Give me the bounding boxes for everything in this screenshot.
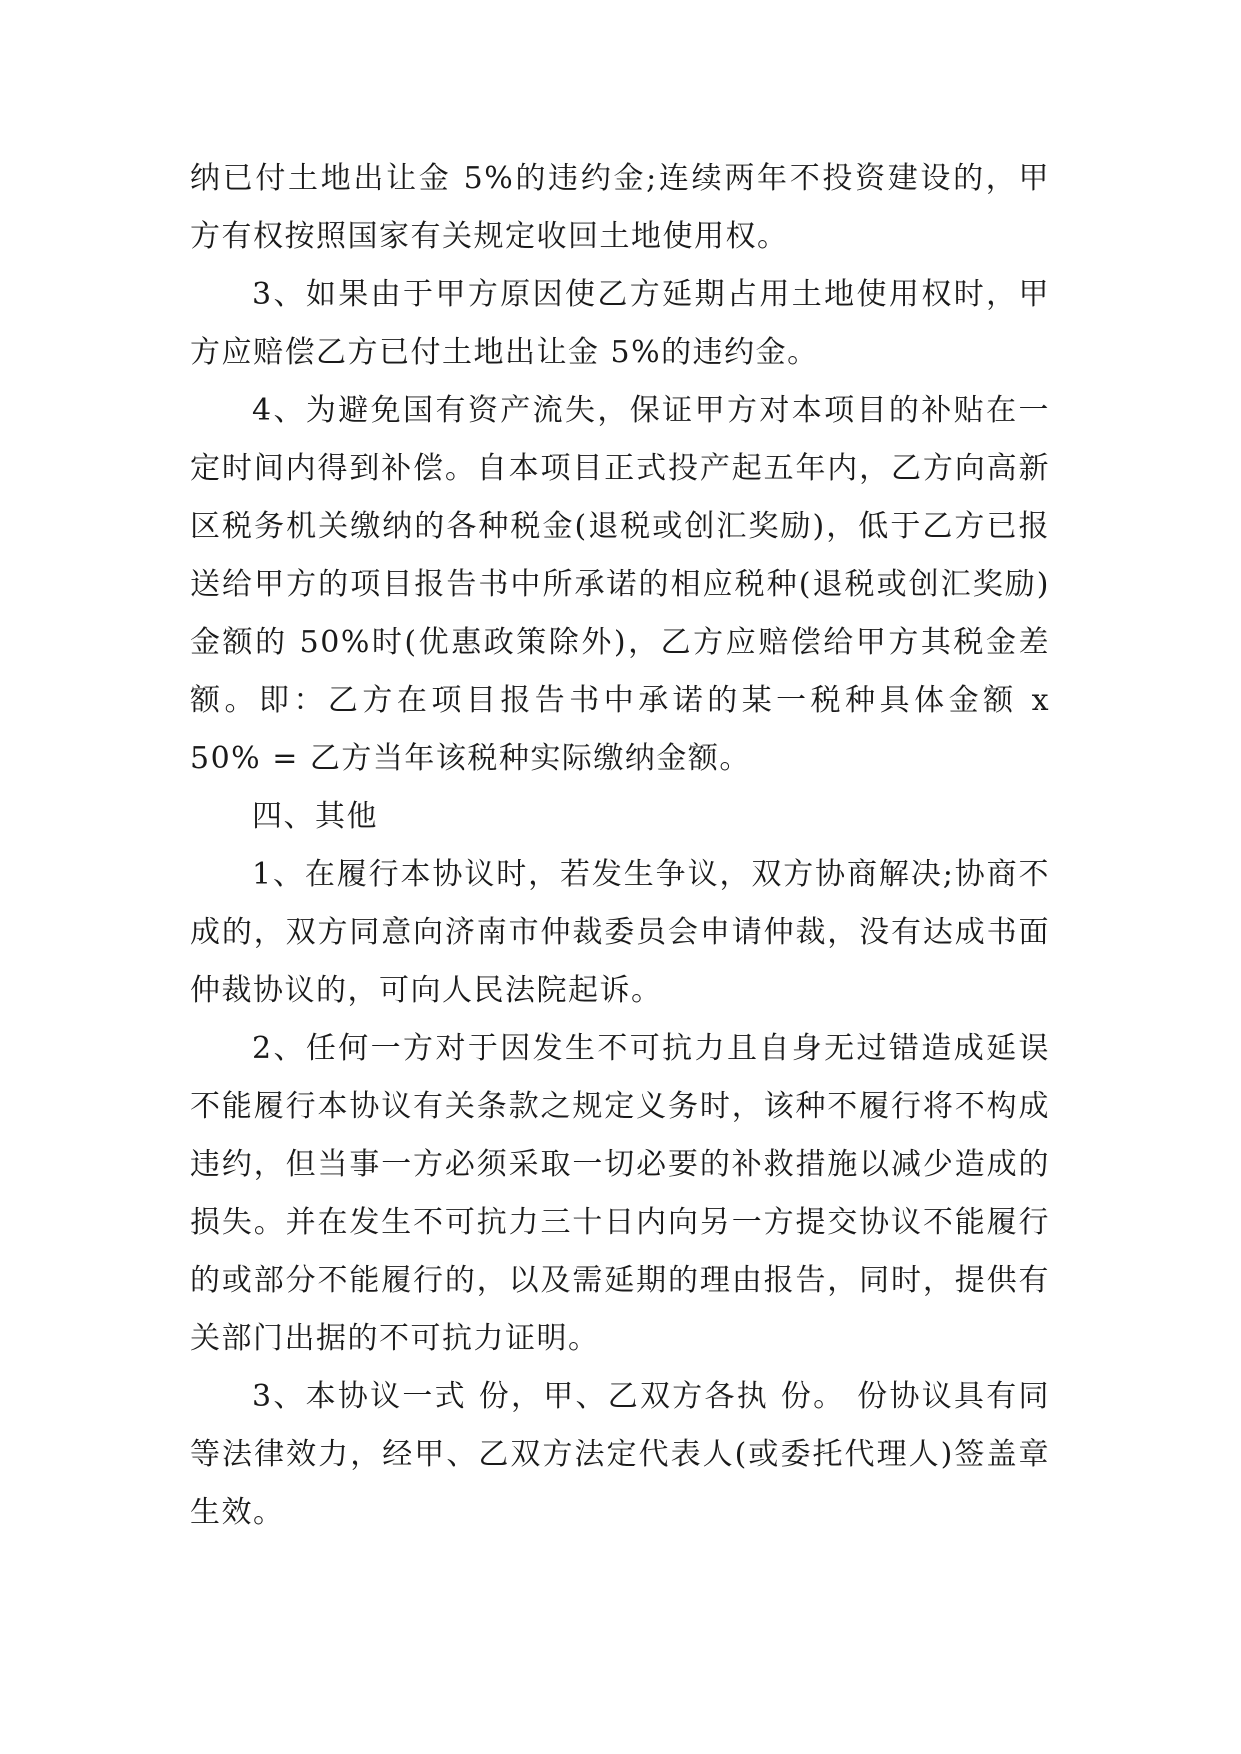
paragraph-clause-4-2: 2、任何一方对于因发生不可抗力且自身无过错造成延误不能履行本协议有关条款之规定义务时，该种不履行将不构成违约，但当事一方必须采取一切必要的补救措施以减少造成的损失。并在发生不可抗力三十日内向另一方提交协议不能履行的或部分不能履行的，以及需延期的理由报告，同时，提供有关部门出据的不可抗力证明。: [190, 1031, 1050, 1356]
paragraph-clause-3-4: 4、为避免国有资产流失，保证甲方对本项目的补贴在一定时间内得到补偿。自本项目正式投产起五年内，乙方向高新区税务机关缴纳的各种税金(退税或创汇奖励)，低于乙方已报送给甲方的项目报告书中所承诺的相应税种(退税或创汇奖励)金额的 50%时(优惠政策除外)，乙方应赔偿给甲方其税金差额。即：乙方在项目报告书中承诺的某一税种具体金额 x 50% = 乙方当年该税种实际缴纳金额。: [190, 393, 1050, 776]
paragraph-continuation: 纳已付土地出让金 5%的违约金;连续两年不投资建设的，甲方有权按照国家有关规定收回土地使用权。: [190, 161, 1050, 254]
document-body: [190, 150, 1050, 1542]
paragraph-clause-4-3: 3、本协议一式 份，甲、乙双方各执 份。 份协议具有同等法律效力，经甲、乙双方法定代表人(或委托代理人)签盖章生效。: [190, 1379, 1050, 1530]
paragraph-clause-3-3: 3、如果由于甲方原因使乙方延期占用土地使用权时，甲方应赔偿乙方已付土地出让金 5%的违约金。: [190, 277, 1050, 370]
paragraph-clause-4-1: 1、在履行本协议时，若发生争议，双方协商解决;协商不成的，双方同意向济南市仲裁委员会申请仲裁，没有达成书面仲裁协议的，可向人民法院起诉。: [190, 857, 1050, 1008]
section-heading-other: 四、其他: [252, 799, 378, 834]
